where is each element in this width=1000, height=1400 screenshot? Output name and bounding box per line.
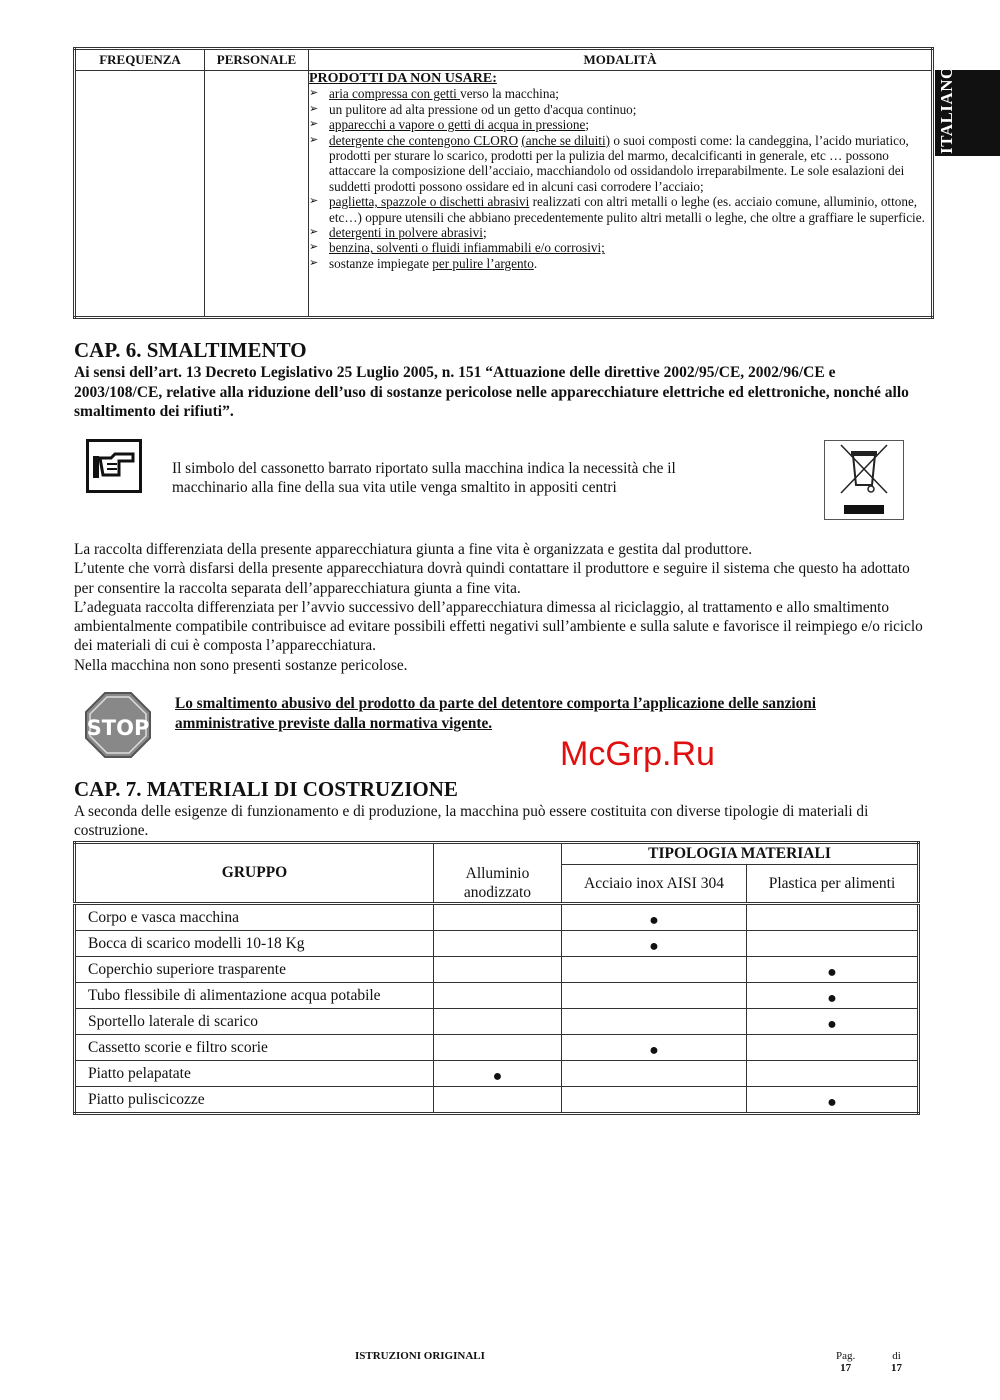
material-header: Acciaio inox AISI 304	[562, 865, 747, 904]
footer-label: ISTRUZIONI ORIGINALI	[355, 1350, 485, 1362]
item-text: verso la macchina;	[460, 86, 559, 102]
crossed-bin-icon	[824, 440, 904, 520]
paragraph: La raccolta differenziata della presente apparecchiatura giunta a fine vita è organizzata e gestita dal produttore.	[74, 541, 753, 558]
material-mark: ●	[562, 1035, 747, 1061]
table-row	[75, 1009, 919, 1035]
material-mark: ●	[747, 1087, 919, 1114]
cap6-heading: CAP. 6. SMALTIMENTO	[74, 338, 307, 362]
language-tab	[935, 65, 1000, 156]
language-tab-label: ITALIANO	[937, 65, 956, 154]
material-mark: ●	[562, 904, 747, 931]
table-row	[75, 1035, 919, 1061]
material-mark	[434, 983, 562, 1009]
group-name: Tubo flessibile di alimentazione acqua potabile	[75, 983, 434, 1009]
material-header: Alluminio anodizzato	[434, 843, 562, 904]
material-mark	[562, 1009, 747, 1035]
item-text: realizzati con altri metalli o leghe (es. acciaio comune, alluminio, ottone, etc…) oppure utensili che abbiano precedentemente pulito altri metalli o leghe, che oltre a graffiare le superficie.	[329, 194, 925, 225]
item-text: aria compressa con getti	[329, 86, 461, 102]
material-mark: ●	[747, 957, 919, 983]
paragraph: L’utente che vorrà disfarsi della presente apparecchiatura dovrà quindi contattare il produttore e seguire il sistema che questo ha adottato per consentire la raccolta separata dell’apparecchiatura giunta a fine vita.	[74, 560, 910, 597]
table-row	[75, 983, 919, 1009]
page-total	[891, 1350, 902, 1374]
page-value: 17	[840, 1362, 852, 1374]
material-mark	[434, 1009, 562, 1035]
frequenza-cell	[75, 71, 205, 318]
header-frequenza: FREQUENZA	[75, 49, 205, 71]
cleaning-table-frame	[73, 47, 934, 319]
group-name: Piatto pelapatate	[75, 1061, 434, 1087]
product-item	[309, 86, 931, 101]
material-mark	[434, 1035, 562, 1061]
item-text: detergenti in polvere abrasivi	[329, 225, 483, 241]
item-text: (anche se diluiti)	[521, 132, 611, 148]
page-label: Pag.	[836, 1350, 856, 1362]
product-item	[309, 256, 931, 271]
page-number	[836, 1350, 855, 1374]
item-text: .	[533, 255, 538, 271]
group-header: GRUPPO	[75, 843, 434, 904]
product-item	[309, 133, 931, 195]
product-item	[309, 194, 931, 225]
paragraph: L’adeguata raccolta differenziata per l’avvio successivo dell’apparecchiatura dimessa al riciclaggio, al trattamento e allo smaltimento ambientalmente compatibile contribuisce ad evitare possibili effetti negativi sull’ambiente e sulla salute e favorisce il reimpiego e/o riciclo dei materiali di cui è composta l’apparecchiatura.	[74, 598, 923, 655]
material-mark: ●	[434, 1061, 562, 1087]
stop-sign-icon	[85, 692, 151, 758]
group-name: Bocca di scarico modelli 10-18 Kg	[75, 931, 434, 957]
material-mark	[747, 904, 919, 931]
material-mark	[434, 904, 562, 931]
materials-table	[73, 841, 920, 1115]
products-not-to-use-title: PRODOTTI DA NON USARE:	[309, 71, 497, 86]
item-text: un pulitore ad alta pressione od un getto d'acqua continuo;	[329, 101, 637, 117]
material-mark	[562, 1061, 747, 1087]
pointing-hand-icon	[86, 439, 142, 493]
group-name: Coperchio superiore trasparente	[75, 957, 434, 983]
disposal-warning: Lo smaltimento abusivo del prodotto da parte del detentore comporta l’applicazione delle sanzioni amministrative previste dalla normativa vigente.	[175, 695, 817, 732]
item-text: detergente che contengono CLORO	[329, 132, 519, 148]
material-mark	[562, 983, 747, 1009]
cleaning-table	[73, 47, 934, 319]
table-row	[75, 1061, 919, 1087]
paragraph: Nella macchina non sono presenti sostanze pericolose.	[74, 656, 408, 674]
material-header: Plastica per alimenti	[747, 865, 919, 904]
stop-label: STOP	[86, 716, 150, 740]
watermark: McGrp.Ru	[560, 735, 715, 773]
cap6-intro: Ai sensi dell’art. 13 Decreto Legislativo 25 Luglio 2005, n. 151 “Attuazione delle direttive 2002/95/CE, 2002/96/CE e 2003/108/CE, relative alla riduzione dell’uso di sostanze pericolose nelle apparecchiature elettriche ed elettroniche, nonché allo smaltimento dei rifiuti”.	[74, 364, 909, 420]
item-text: per pulire l’argento	[432, 255, 534, 271]
type-header: TIPOLOGIA MATERIALI	[562, 843, 919, 865]
group-name: Piatto puliscicozze	[75, 1087, 434, 1114]
header-modalita: MODALITÀ	[309, 49, 933, 71]
item-text: sostanze impiegate	[329, 255, 433, 271]
item-text: o suoi composti come: la candeggina, l’acido muriatico, prodotti per sturare lo scarico, prodotti per la pulizia del marmo, decalcificanti in generale, etc … possono attaccare la composizione dell’acciaio, macchiandolo od ossidandolo irreparabilmente. Le sole esalazioni dei suddetti prodotti possono ossidare ed in alcuni casi corrodere l’acciaio;	[329, 132, 909, 194]
material-mark	[747, 1061, 919, 1087]
disposal-note: Il simbolo del cassonetto barrato riportato sulla macchina indica la necessità che il macchinario alla fine della sua vita utile venga smaltito in appositi centri	[172, 460, 676, 497]
products-list	[309, 86, 931, 271]
cap7-heading: CAP. 7. MATERIALI DI COSTRUZIONE	[74, 777, 458, 801]
material-mark: ●	[747, 1009, 919, 1035]
group-name: Sportello laterale di scarico	[75, 1009, 434, 1035]
material-mark: ●	[562, 931, 747, 957]
material-mark	[747, 931, 919, 957]
product-item	[309, 240, 931, 255]
personale-cell	[205, 71, 309, 318]
material-mark	[747, 1035, 919, 1061]
of-label: di	[892, 1350, 901, 1362]
item-text: ;	[585, 117, 589, 133]
material-mark	[434, 1087, 562, 1114]
product-item	[309, 102, 931, 117]
material-mark: ●	[747, 983, 919, 1009]
table-row	[75, 931, 919, 957]
material-mark	[434, 957, 562, 983]
modalita-cell	[309, 71, 933, 318]
product-item	[309, 225, 931, 240]
group-name: Cassetto scorie e filtro scorie	[75, 1035, 434, 1061]
cap7-intro: A seconda delle esigenze di funzionamento e di produzione, la macchina può essere costituita con diverse tipologie di materiali di costruzione.	[74, 803, 869, 840]
item-text: paglietta, spazzole o dischetti abrasivi	[329, 194, 530, 210]
table-row	[75, 957, 919, 983]
item-text: ;	[482, 225, 487, 241]
material-mark	[562, 957, 747, 983]
material-mark	[562, 1087, 747, 1114]
material-mark	[434, 931, 562, 957]
item-text: benzina, solventi o fluidi infiammabili e/o corrosivi;	[329, 240, 605, 256]
header-personale: PERSONALE	[205, 49, 309, 71]
product-item	[309, 117, 931, 132]
table-row	[75, 904, 919, 931]
table-row	[75, 1087, 919, 1114]
item-text: apparecchi a vapore o getti di acqua in pressione	[329, 117, 586, 133]
total-value: 17	[891, 1362, 902, 1374]
cap6-body	[74, 540, 924, 675]
group-name: Corpo e vasca macchina	[75, 904, 434, 931]
